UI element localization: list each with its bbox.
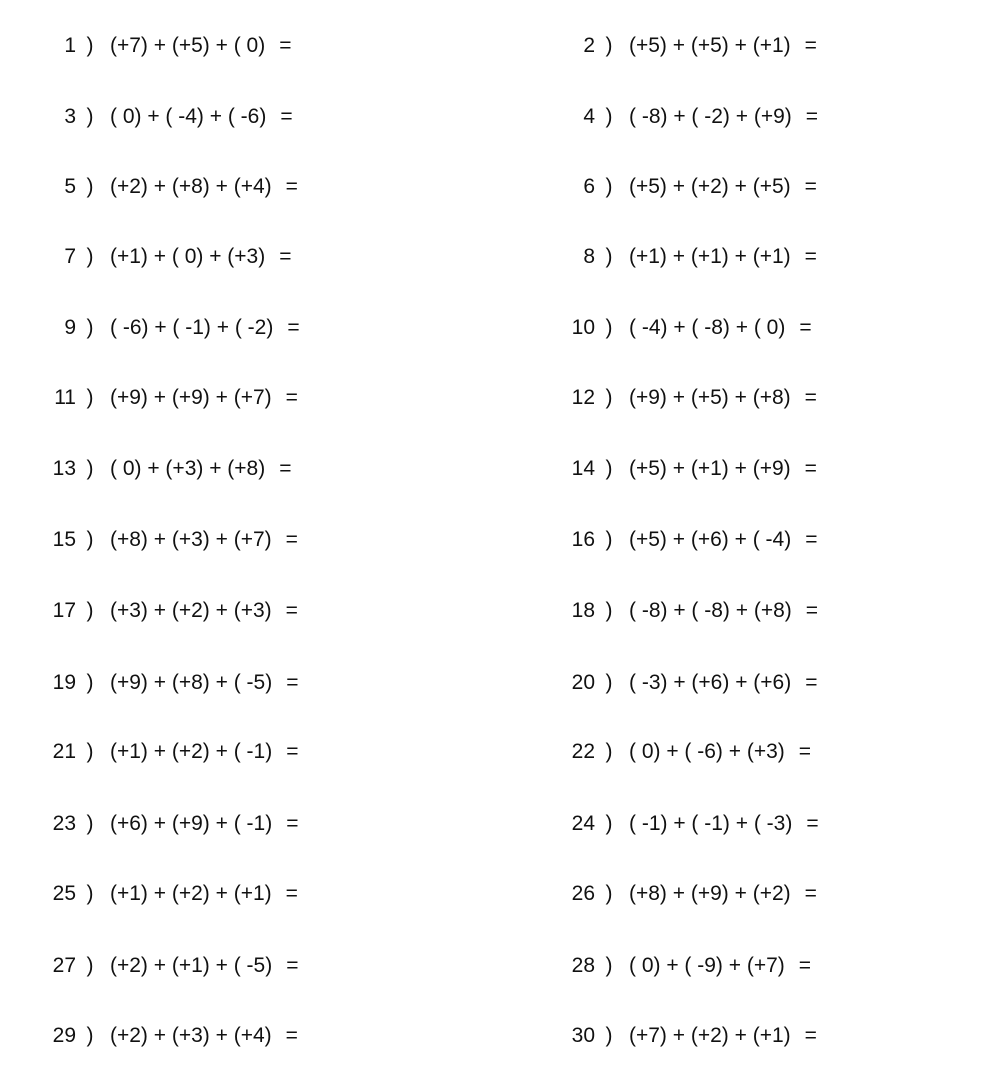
problem-paren: ) <box>605 739 613 763</box>
problem-expression: (+7) + (+5) + ( 0) <box>110 33 266 57</box>
problem-expression: (+5) + (+1) + (+9) <box>629 456 791 480</box>
problem-number: 21 <box>52 739 76 763</box>
equals-sign: = <box>285 527 298 551</box>
problem-expression: (+5) + (+5) + (+1) <box>629 33 791 57</box>
problem-expression: (+7) + (+2) + (+1) <box>629 1023 791 1047</box>
problem-number: 4 <box>583 104 595 128</box>
problem-number: 12 <box>571 385 595 409</box>
problem-paren: ) <box>86 104 94 128</box>
problem-expression: (+2) + (+3) + (+4) <box>110 1023 272 1047</box>
problem-6 <box>527 166 817 206</box>
equals-sign: = <box>286 953 299 977</box>
equals-sign: = <box>804 244 817 268</box>
problem-paren: ) <box>605 881 613 905</box>
problem-expression: ( 0) + ( -6) + (+3) <box>629 739 785 763</box>
equals-sign: = <box>285 1023 298 1047</box>
equals-sign: = <box>279 244 292 268</box>
problem-expression: (+2) + (+8) + (+4) <box>110 174 272 198</box>
problem-29 <box>8 1015 298 1055</box>
problem-number: 18 <box>571 598 595 622</box>
problem-number: 19 <box>52 670 76 694</box>
problem-number: 20 <box>571 670 595 694</box>
problem-expression: (+8) + (+9) + (+2) <box>629 881 791 905</box>
problem-number: 27 <box>52 953 76 977</box>
equals-sign: = <box>804 385 817 409</box>
problem-number: 15 <box>52 527 76 551</box>
problem-19 <box>8 662 298 702</box>
equals-sign: = <box>798 953 812 977</box>
equals-sign: = <box>805 670 818 694</box>
problem-10 <box>527 307 812 347</box>
problem-paren: ) <box>86 33 94 57</box>
problem-expression: ( -4) + ( -8) + ( 0) <box>629 315 786 339</box>
problem-27 <box>8 945 298 985</box>
equals-sign: = <box>804 881 817 905</box>
problem-expression: (+1) + (+2) + ( -1) <box>110 739 273 763</box>
problem-20 <box>527 662 817 702</box>
problem-expression: (+9) + (+8) + ( -5) <box>110 670 273 694</box>
problem-expression: ( -1) + ( -1) + ( -3) <box>629 811 793 835</box>
problem-expression: ( 0) + ( -4) + ( -6) <box>110 104 267 128</box>
problem-expression: (+9) + (+9) + (+7) <box>110 385 272 409</box>
problem-paren: ) <box>605 385 613 409</box>
problem-paren: ) <box>605 527 613 551</box>
problem-expression: ( -6) + ( -1) + ( -2) <box>110 315 274 339</box>
problem-paren: ) <box>605 174 613 198</box>
problem-number: 16 <box>571 527 595 551</box>
problem-paren: ) <box>86 385 94 409</box>
problem-paren: ) <box>605 315 613 339</box>
problem-number: 6 <box>583 174 595 198</box>
problem-22 <box>527 731 811 771</box>
problem-paren: ) <box>86 315 94 339</box>
equals-sign: = <box>286 739 299 763</box>
problem-paren: ) <box>605 1023 613 1047</box>
problem-11 <box>8 377 298 417</box>
equals-sign: = <box>285 385 298 409</box>
problem-number: 9 <box>64 315 76 339</box>
problem-28 <box>527 945 811 985</box>
problem-number: 11 <box>54 385 76 409</box>
equals-sign: = <box>279 33 292 57</box>
problem-paren: ) <box>86 1023 94 1047</box>
problem-expression: (+1) + ( 0) + (+3) <box>110 244 266 268</box>
problem-expression: ( -8) + ( -8) + (+8) <box>629 598 792 622</box>
problem-number: 30 <box>571 1023 595 1047</box>
problem-paren: ) <box>86 811 94 835</box>
equals-sign: = <box>804 174 817 198</box>
problem-expression: (+8) + (+3) + (+7) <box>110 527 272 551</box>
equals-sign: = <box>285 881 298 905</box>
problem-number: 29 <box>52 1023 76 1047</box>
equals-sign: = <box>286 670 299 694</box>
problem-number: 8 <box>583 244 595 268</box>
problem-paren: ) <box>86 670 94 694</box>
equals-sign: = <box>279 456 292 480</box>
problem-number: 24 <box>571 811 595 835</box>
equals-sign: = <box>285 598 298 622</box>
problem-expression: (+9) + (+5) + (+8) <box>629 385 791 409</box>
problem-expression: (+6) + (+9) + ( -1) <box>110 811 273 835</box>
equals-sign: = <box>287 315 300 339</box>
problem-number: 14 <box>571 456 595 480</box>
problem-number: 26 <box>571 881 595 905</box>
problem-9 <box>8 307 300 347</box>
problem-number: 17 <box>52 598 76 622</box>
equals-sign: = <box>805 104 819 128</box>
problem-paren: ) <box>605 953 613 977</box>
problem-5 <box>8 166 298 206</box>
problem-expression: ( -8) + ( -2) + (+9) <box>629 104 792 128</box>
problem-1 <box>8 25 292 65</box>
problem-paren: ) <box>605 244 613 268</box>
problem-number: 5 <box>64 174 76 198</box>
problem-paren: ) <box>86 456 94 480</box>
problem-paren: ) <box>605 456 613 480</box>
problem-number: 1 <box>64 33 76 57</box>
problem-7 <box>8 236 292 276</box>
problem-paren: ) <box>86 244 94 268</box>
problem-paren: ) <box>86 739 94 763</box>
problem-paren: ) <box>86 598 94 622</box>
problem-expression: (+5) + (+2) + (+5) <box>629 174 791 198</box>
equals-sign: = <box>798 739 812 763</box>
equals-sign: = <box>280 104 293 128</box>
problem-paren: ) <box>605 670 613 694</box>
problem-expression: ( -3) + (+6) + (+6) <box>629 670 792 694</box>
problem-17 <box>8 590 298 630</box>
equals-sign: = <box>804 1023 817 1047</box>
problem-8 <box>527 236 817 276</box>
problem-expression: (+1) + (+2) + (+1) <box>110 881 272 905</box>
problem-12 <box>527 377 817 417</box>
problem-25 <box>8 873 298 913</box>
equals-sign: = <box>799 315 812 339</box>
problem-number: 23 <box>52 811 76 835</box>
problem-2 <box>527 25 817 65</box>
problem-18 <box>527 590 818 630</box>
problem-paren: ) <box>605 104 613 128</box>
equals-sign: = <box>286 811 299 835</box>
problem-16 <box>527 519 817 559</box>
problem-number: 7 <box>64 244 76 268</box>
equals-sign: = <box>806 811 819 835</box>
problem-paren: ) <box>605 33 613 57</box>
problem-number: 3 <box>64 104 76 128</box>
equals-sign: = <box>805 598 819 622</box>
problem-expression: (+5) + (+6) + ( -4) <box>629 527 792 551</box>
problem-paren: ) <box>605 598 613 622</box>
problem-expression: ( 0) + ( -9) + (+7) <box>629 953 785 977</box>
problem-13 <box>8 448 292 488</box>
problem-3 <box>8 96 293 136</box>
problem-number: 10 <box>571 315 595 339</box>
problem-expression: (+2) + (+1) + ( -5) <box>110 953 273 977</box>
problem-number: 2 <box>583 33 595 57</box>
problem-expression: (+3) + (+2) + (+3) <box>110 598 272 622</box>
problem-paren: ) <box>86 953 94 977</box>
problem-paren: ) <box>86 527 94 551</box>
equals-sign: = <box>804 33 817 57</box>
equals-sign: = <box>805 527 818 551</box>
problem-24 <box>527 803 819 843</box>
problem-26 <box>527 873 817 913</box>
problem-expression: (+1) + (+1) + (+1) <box>629 244 791 268</box>
equals-sign: = <box>285 174 298 198</box>
problem-4 <box>527 96 818 136</box>
problem-paren: ) <box>86 881 94 905</box>
problem-number: 22 <box>571 739 595 763</box>
problem-number: 28 <box>571 953 595 977</box>
problem-30 <box>527 1015 817 1055</box>
problem-paren: ) <box>86 174 94 198</box>
problem-expression: ( 0) + (+3) + (+8) <box>110 456 266 480</box>
problem-number: 25 <box>52 881 76 905</box>
problem-21 <box>8 731 298 771</box>
problem-23 <box>8 803 298 843</box>
problem-number: 13 <box>52 456 76 480</box>
problem-paren: ) <box>605 811 613 835</box>
equals-sign: = <box>804 456 817 480</box>
problem-15 <box>8 519 298 559</box>
problem-14 <box>527 448 817 488</box>
